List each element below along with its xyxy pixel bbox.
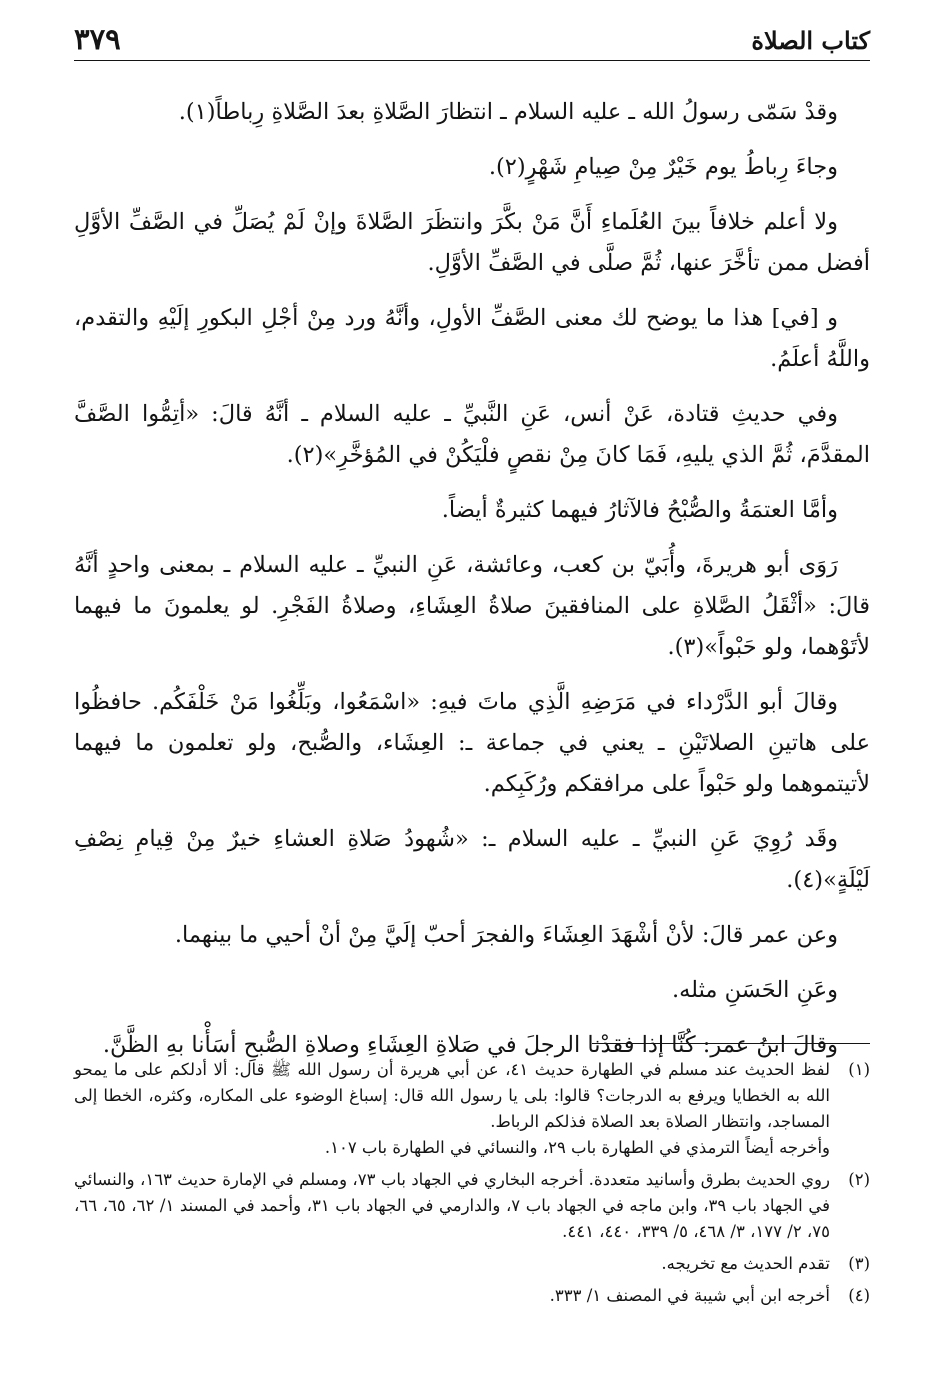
paragraph: وعَنِ الحَسَنِ مثله. bbox=[671, 977, 838, 1003]
page-number: ٣٧٩ bbox=[74, 22, 121, 56]
footnote-4 bbox=[74, 1283, 870, 1309]
footnote-text: لفظ الحديث عند مسلم في الطهارة حديث ٤١، عن أبي هريرة أن رسول الله ﷺ قال: ألا أدلكم على ما يمحو الله به الخطايا ويرفع به الدرجات؟ قالوا: بلى يا رسول الله قال: إسباغ الوضوء على المكاره، وكثره، الخطا إلى المساجد، وانتظار الصلاة بعد الصلاة فذلكم الرباط. bbox=[74, 1060, 830, 1131]
footnote-2 bbox=[74, 1167, 870, 1245]
paragraph: وقدْ سَمّى رسولُ الله ـ عليه السلام ـ انتظارَ الصَّلاةِ بعدَ الصَّلاةِ رِباطاً(١). bbox=[178, 99, 838, 125]
footnote-number: (١) bbox=[848, 1060, 870, 1079]
paragraph: رَوَى أبو هريرةَ، وأُبَيّ بن كعب، وعائشة، عَنِ النبيِّ ـ عليه السلام ـ بمعنى واحدٍ أنَّهُ قالَ: «أثْقَلُ الصَّلاةِ على المنافقينَ صلاةُ العِشَاءِ، وصلاةُ الفَجْرِ. لو يعلمونَ ما فيهما لأتَوْهما، ولو حَبْواً»(٣). bbox=[74, 552, 870, 660]
paragraph: وفي حديثِ قتادة، عَنْ أنس، عَنِ النَّبيِّ ـ عليه السلام ـ أنَّهُ قالَ: «أتِمُّوا الصَّفَّ المقدَّمَ، ثُمَّ الذي يليهِ، فَمَا كانَ مِنْ نقصٍ فلْيَكُنْ في المُؤخَّرِ»(٢). bbox=[74, 401, 870, 468]
footnote-1 bbox=[74, 1057, 870, 1161]
paragraph: وجاءَ رِباطُ يوم خَيْرٌ مِنْ صِيامِ شَهْرٍ(٢). bbox=[488, 154, 838, 180]
footnote-text: أخرجه ابن أبي شيبة في المصنف ١/ ٣٣٣. bbox=[549, 1286, 830, 1305]
paragraph: وأمَّا العتمَةُ والصُّبْحُ فالآثارُ فيهما كثيرةٌ أيضاً. bbox=[441, 497, 838, 523]
footnote-number: (٢) bbox=[848, 1170, 870, 1189]
paragraph: وقالَ أبو الدَّرْداء في مَرَضِهِ الَّذِي ماتَ فيهِ: «اسْمَعُوا، وبَلِّغُوا مَنْ خَلْفَكُم. حافظُوا على هاتينِ الصلاتَيْنِ ـ يعني في جماعة ـ: العِشَاء، والصُّبح، ولو تعلمون ما فيهما لأتيتموهما ولو حَبْواً على مرافقكم ورُكَبِكم. bbox=[74, 689, 870, 797]
footnote-text: روي الحديث بطرق وأسانيد متعددة. أخرجه البخاري في الجهاد باب ٧٣، ومسلم في الإمارة حديث ١٦٣، والنسائي في الجهاد باب ٣٩، وابن ماجه في الجهاد باب ٧، والدارمي في الجهاد باب ٣١، وأحمد في المسند ١/ ٦٢، ٦٥، ٦٦، ٧٥، ٢/ ١٧٧، ٣/ ٤٦٨، ٥/ ٣٣٩، ٤٤٠، ٤٤١. bbox=[74, 1170, 830, 1241]
footnotes bbox=[74, 1057, 870, 1315]
running-header bbox=[74, 22, 870, 62]
footnote-separator bbox=[592, 1043, 870, 1044]
paragraph: وقَد رُوِيَ عَنِ النبيِّ ـ عليه السلام ـ: «شُهودُ صَلاةِ العشاءِ خيرٌ مِنْ قِيامِ نِصْفِ لَيْلَةٍ»(٤). bbox=[74, 826, 870, 893]
book-title: كتاب الصلاة bbox=[751, 26, 870, 55]
footnote-number: (٤) bbox=[848, 1286, 870, 1305]
footnote-3 bbox=[74, 1251, 870, 1277]
main-text bbox=[74, 92, 870, 1080]
paragraph: وعن عمر قالَ: لأنْ أشْهَدَ العِشَاءَ والفجرَ أحبّ إلَيَّ مِنْ أنْ أحيي ما بينهما. bbox=[174, 922, 838, 948]
paragraph: وقالَ ابنُ عمر: كُنَّا إذا فقدْنا الرجلَ في صَلاةِ العِشَاءِ وصلاةِ الصُّبحِ أسَأْنا بهِ الظَّنَّ. bbox=[102, 1032, 838, 1058]
paragraph: ولا أعلم خلافاً بينَ العُلَماءِ أَنَّ مَنْ بكَّرَ وانتظَرَ الصَّلاةَ وإنْ لَمْ يُصَلِّ في الصَّفِّ الأوَّلِ أفضل ممن تأخَّرَ عنها، ثُمَّ صلَّى في الصَّفِّ الأوَّلِ. bbox=[74, 209, 870, 276]
footnote-text: تقدم الحديث مع تخريجه. bbox=[661, 1254, 830, 1273]
paragraph: و [في] هذا ما يوضح لك معنى الصَّفِّ الأولِ، وأنَّهُ ورد مِنْ أجْلِ البكورِ إلَيْهِ والتقدم، واللَّهُ أعلَمُ. bbox=[74, 305, 870, 372]
footnote-number: (٣) bbox=[848, 1254, 870, 1273]
header-rule bbox=[74, 60, 870, 61]
footnote-text: وأخرجه أيضاً الترمذي في الطهارة باب ٢٩، والنسائي في الطهارة باب ١٠٧. bbox=[324, 1138, 830, 1157]
